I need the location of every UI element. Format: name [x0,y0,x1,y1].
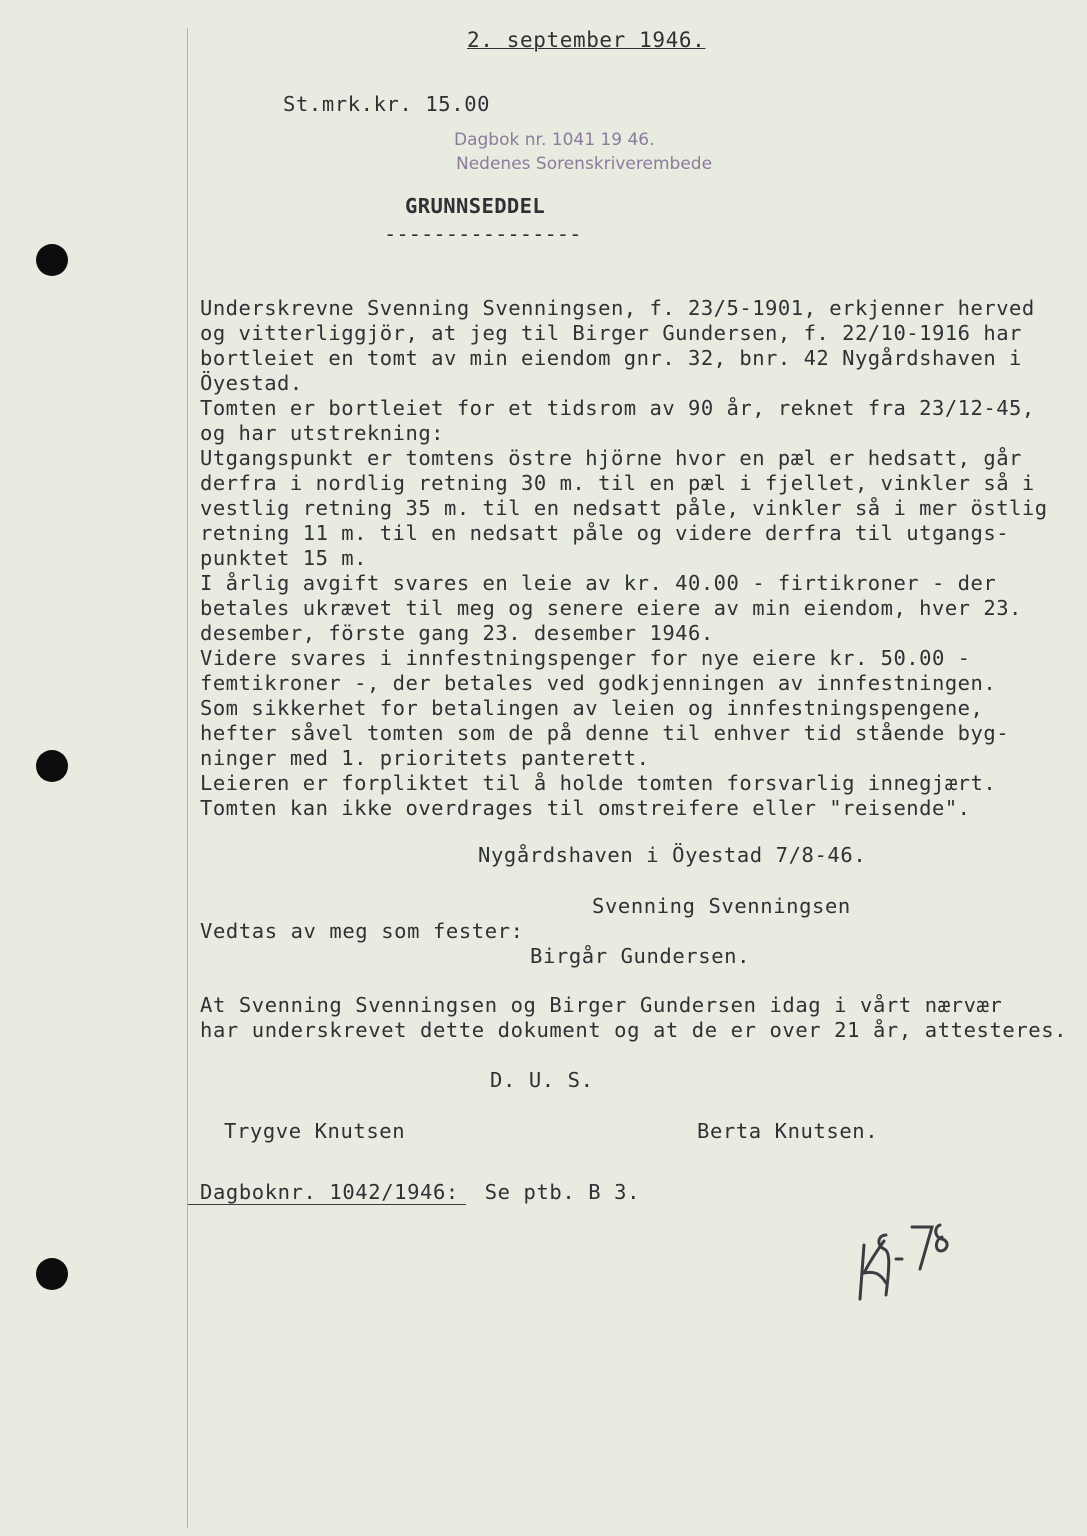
journal-reference: Dagboknr. 1042/1946: Se ptb. B 3. [200,1180,641,1204]
margin-line [187,28,188,1528]
witness-signature: Trygve Knutsen [224,1119,406,1143]
body-line: derfra i nordlig retning 30 m. til en pæl i fjellet, vinkler så i [200,471,1035,495]
stamp-fee: St.mrk.kr. 15.00 [283,92,491,116]
body-line: vestlig retning 35 m. til en nedsatt påle, vinkler så i mer östlig [200,496,1048,520]
signature-lessee: Birgår Gundersen. [530,944,751,968]
body-line: Som sikkerhet for betalingen av leien og innfestningspengene, [200,696,984,720]
title-underline: ---------------- [384,222,582,246]
body-line: punktet 15 m. [200,546,367,570]
punch-hole [36,244,68,276]
body-line: og vitterliggjör, at jeg til Birger Gundersen, f. 22/10-1916 har [200,321,1022,345]
body-line: bortleiet en tomt av min eiendom gnr. 32, bnr. 42 Nygårdshaven i [200,346,1022,370]
document-body [200,296,1048,821]
handwritten-initials [850,1215,970,1305]
body-line: Underskrevne Svenning Svenningsen, f. 23/5-1901, erkjenner herved [200,296,1035,320]
body-line: Öyestad. [200,371,303,395]
journal-stamp-office: Nedenes Sorenskriverembede [456,154,713,174]
body-line: hefter såvel tomten som de på denne til enhver tid stående byg- [200,721,1010,745]
body-line: femtikroner -, der betales ved godkjenningen av innfestningen. [200,671,997,695]
dus-mark: D. U. S. [490,1068,594,1092]
attestation-line: At Svenning Svenningsen og Birger Gundersen idag i vårt nærvær [200,993,1003,1017]
punch-hole [36,750,68,782]
punch-hole [36,1258,68,1290]
body-line: Tomten er bortleiet for et tidsrom av 90 år, reknet fra 23/12-45, [200,396,1035,420]
document-title: GRUNNSEDDEL [405,194,546,218]
body-line: retning 11 m. til en nedsatt påle og videre derfra til utgangs- [200,521,1010,545]
document-date: 2. september 1946. [467,28,706,52]
body-line: Tomten kan ikke overdrages til omstreifere eller "reisende". [200,796,971,820]
signature-lessor: Svenning Svenningsen [592,894,851,918]
acceptance-text: Vedtas av meg som fester: [200,919,524,943]
journal-reference-underline [188,1204,466,1205]
body-line: Leieren er forpliktet til å holde tomten forsvarlig innegjært. [200,771,997,795]
witness-signature: Berta Knutsen. [697,1119,879,1143]
body-line: I årlig avgift svares en leie av kr. 40.00 - firtikroner - der [200,571,997,595]
body-line: betales ukrævet til meg og senere eiere av min eiendom, hver 23. [200,596,1022,620]
body-line: ninger med 1. prioritets panterett. [200,746,650,770]
journal-stamp-number: Dagbok nr. 1041 19 46. [454,130,655,150]
place-date: Nygårdshaven i Öyestad 7/8-46. [478,843,867,867]
attestation-line: har underskrevet dette dokument og at de er over 21 år, attesteres. [200,1018,1068,1042]
body-line: Utgangspunkt er tomtens östre hjörne hvor en pæl er hedsatt, går [200,446,1022,470]
body-line: desember, förste gang 23. desember 1946. [200,621,714,645]
body-line: Videre svares i innfestningspenger for nye eiere kr. 50.00 - [200,646,971,670]
body-line: og har utstrekning: [200,421,444,445]
